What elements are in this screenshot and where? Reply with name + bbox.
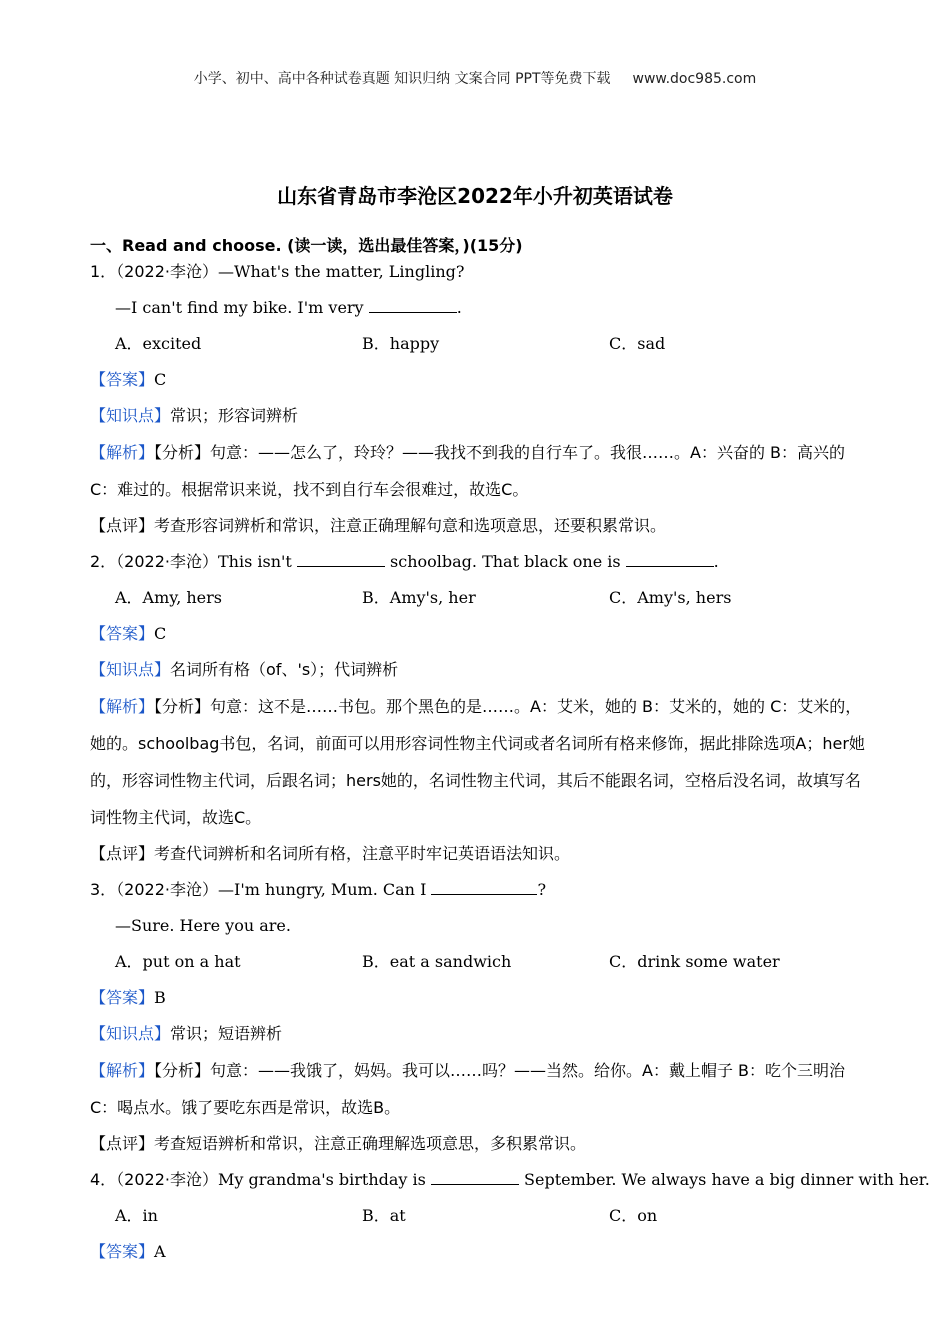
answer-blank bbox=[369, 296, 457, 313]
answer-blank bbox=[626, 550, 714, 567]
section-heading: 一、Read and choose. (读一读，选出最佳答案，)(15分) bbox=[90, 236, 523, 255]
question-3-line2: —Sure. Here you are. bbox=[115, 916, 291, 935]
question-3-knowledge: 【知识点】常识；短语辨析 bbox=[90, 1024, 283, 1043]
answer-blank bbox=[431, 878, 537, 895]
question-2-analysis: 【解析】【分析】句意：这不是……书包。那个黑色的是……。A：艾米，她的 B：艾米的，她的 C：艾米的，她的。schoolbag书包，名词，前面可以用形容词性物主代词或者名词所有格来修饰，据此排除选项A；her她的，形容词性物主代词，后跟名词；hers她的，名词性物主代词，其后不能跟名词，空格后没名词，故填写名词性物主代词，故选C。 bbox=[90, 697, 865, 827]
answer-blank bbox=[431, 1168, 519, 1185]
question-3-stem: 3．（2022·李沧）—I'm hungry, Mum. Can I ? bbox=[90, 880, 547, 899]
question-4-stem: 4．（2022·李沧）My grandma's birthday is September. We always have a big dinner with her. bbox=[90, 1170, 930, 1189]
question-3-analysis: 【解析】【分析】句意：——我饿了，妈妈。我可以……吗？——当然。给你。A：戴上帽子 B：吃个三明治 C：喝点水。饿了要吃东西是常识，故选B。 bbox=[90, 1061, 846, 1117]
question-1-stem: 1．（2022·李沧）—What's the matter, Lingling? bbox=[90, 262, 465, 281]
option-b: B．Amy's, her bbox=[362, 588, 476, 607]
option-b: B．eat a sandwich bbox=[362, 952, 512, 971]
option-a: A．in bbox=[115, 1206, 158, 1225]
question-1-options bbox=[90, 326, 865, 362]
header-text: 小学、初中、高中各种试卷真题 知识归纳 文案合同 PPT等免费下载 bbox=[193, 71, 611, 87]
question-4-options bbox=[90, 1198, 865, 1234]
question-1-comment: 【点评】考查形容词辨析和常识，注意正确理解句意和选项意思，还要积累常识。 bbox=[90, 516, 667, 535]
question-2-answer: 【答案】C bbox=[90, 624, 167, 643]
option-b: B．at bbox=[362, 1206, 406, 1225]
question-2-knowledge: 【知识点】名词所有格（of、's）；代词辨析 bbox=[90, 660, 399, 679]
question-1-line2: —I can't find my bike. I'm very . bbox=[115, 298, 462, 317]
page-header bbox=[0, 68, 950, 88]
question-3-answer: 【答案】B bbox=[90, 988, 166, 1007]
option-b: B．happy bbox=[362, 334, 440, 353]
option-c: C．sad bbox=[609, 334, 666, 353]
question-3-options bbox=[90, 944, 865, 980]
question-1-answer: 【答案】C bbox=[90, 370, 167, 389]
answer-blank bbox=[297, 550, 385, 567]
document-title: 山东省青岛市李沧区2022年小升初英语试卷 bbox=[277, 184, 673, 208]
question-2-comment: 【点评】考查代词辨析和名词所有格，注意平时牢记英语语法知识。 bbox=[90, 844, 571, 863]
option-c: C．on bbox=[609, 1206, 658, 1225]
question-4-answer: 【答案】A bbox=[90, 1242, 166, 1261]
question-3-comment: 【点评】考查短语辨析和常识，注意正确理解选项意思，多积累常识。 bbox=[90, 1134, 587, 1153]
option-a: A．put on a hat bbox=[115, 952, 241, 971]
option-c: C．drink some water bbox=[609, 952, 780, 971]
questions-content bbox=[90, 254, 930, 1270]
question-1-knowledge: 【知识点】常识；形容词辨析 bbox=[90, 406, 299, 425]
header-site: www.doc985.com bbox=[632, 71, 757, 87]
option-a: A．Amy, hers bbox=[115, 588, 223, 607]
question-1-analysis: 【解析】【分析】句意：——怎么了，玲玲？——我找不到我的自行车了。我很……。A：兴奋的 B：高兴的 C：难过的。根据常识来说，找不到自行车会很难过，故选C。 bbox=[90, 443, 846, 499]
option-c: C．Amy's, hers bbox=[609, 588, 732, 607]
question-2-options bbox=[90, 580, 865, 616]
question-2-stem: 2．（2022·李沧）This isn't schoolbag. That black one is . bbox=[90, 552, 719, 571]
option-a: A．excited bbox=[115, 334, 202, 353]
